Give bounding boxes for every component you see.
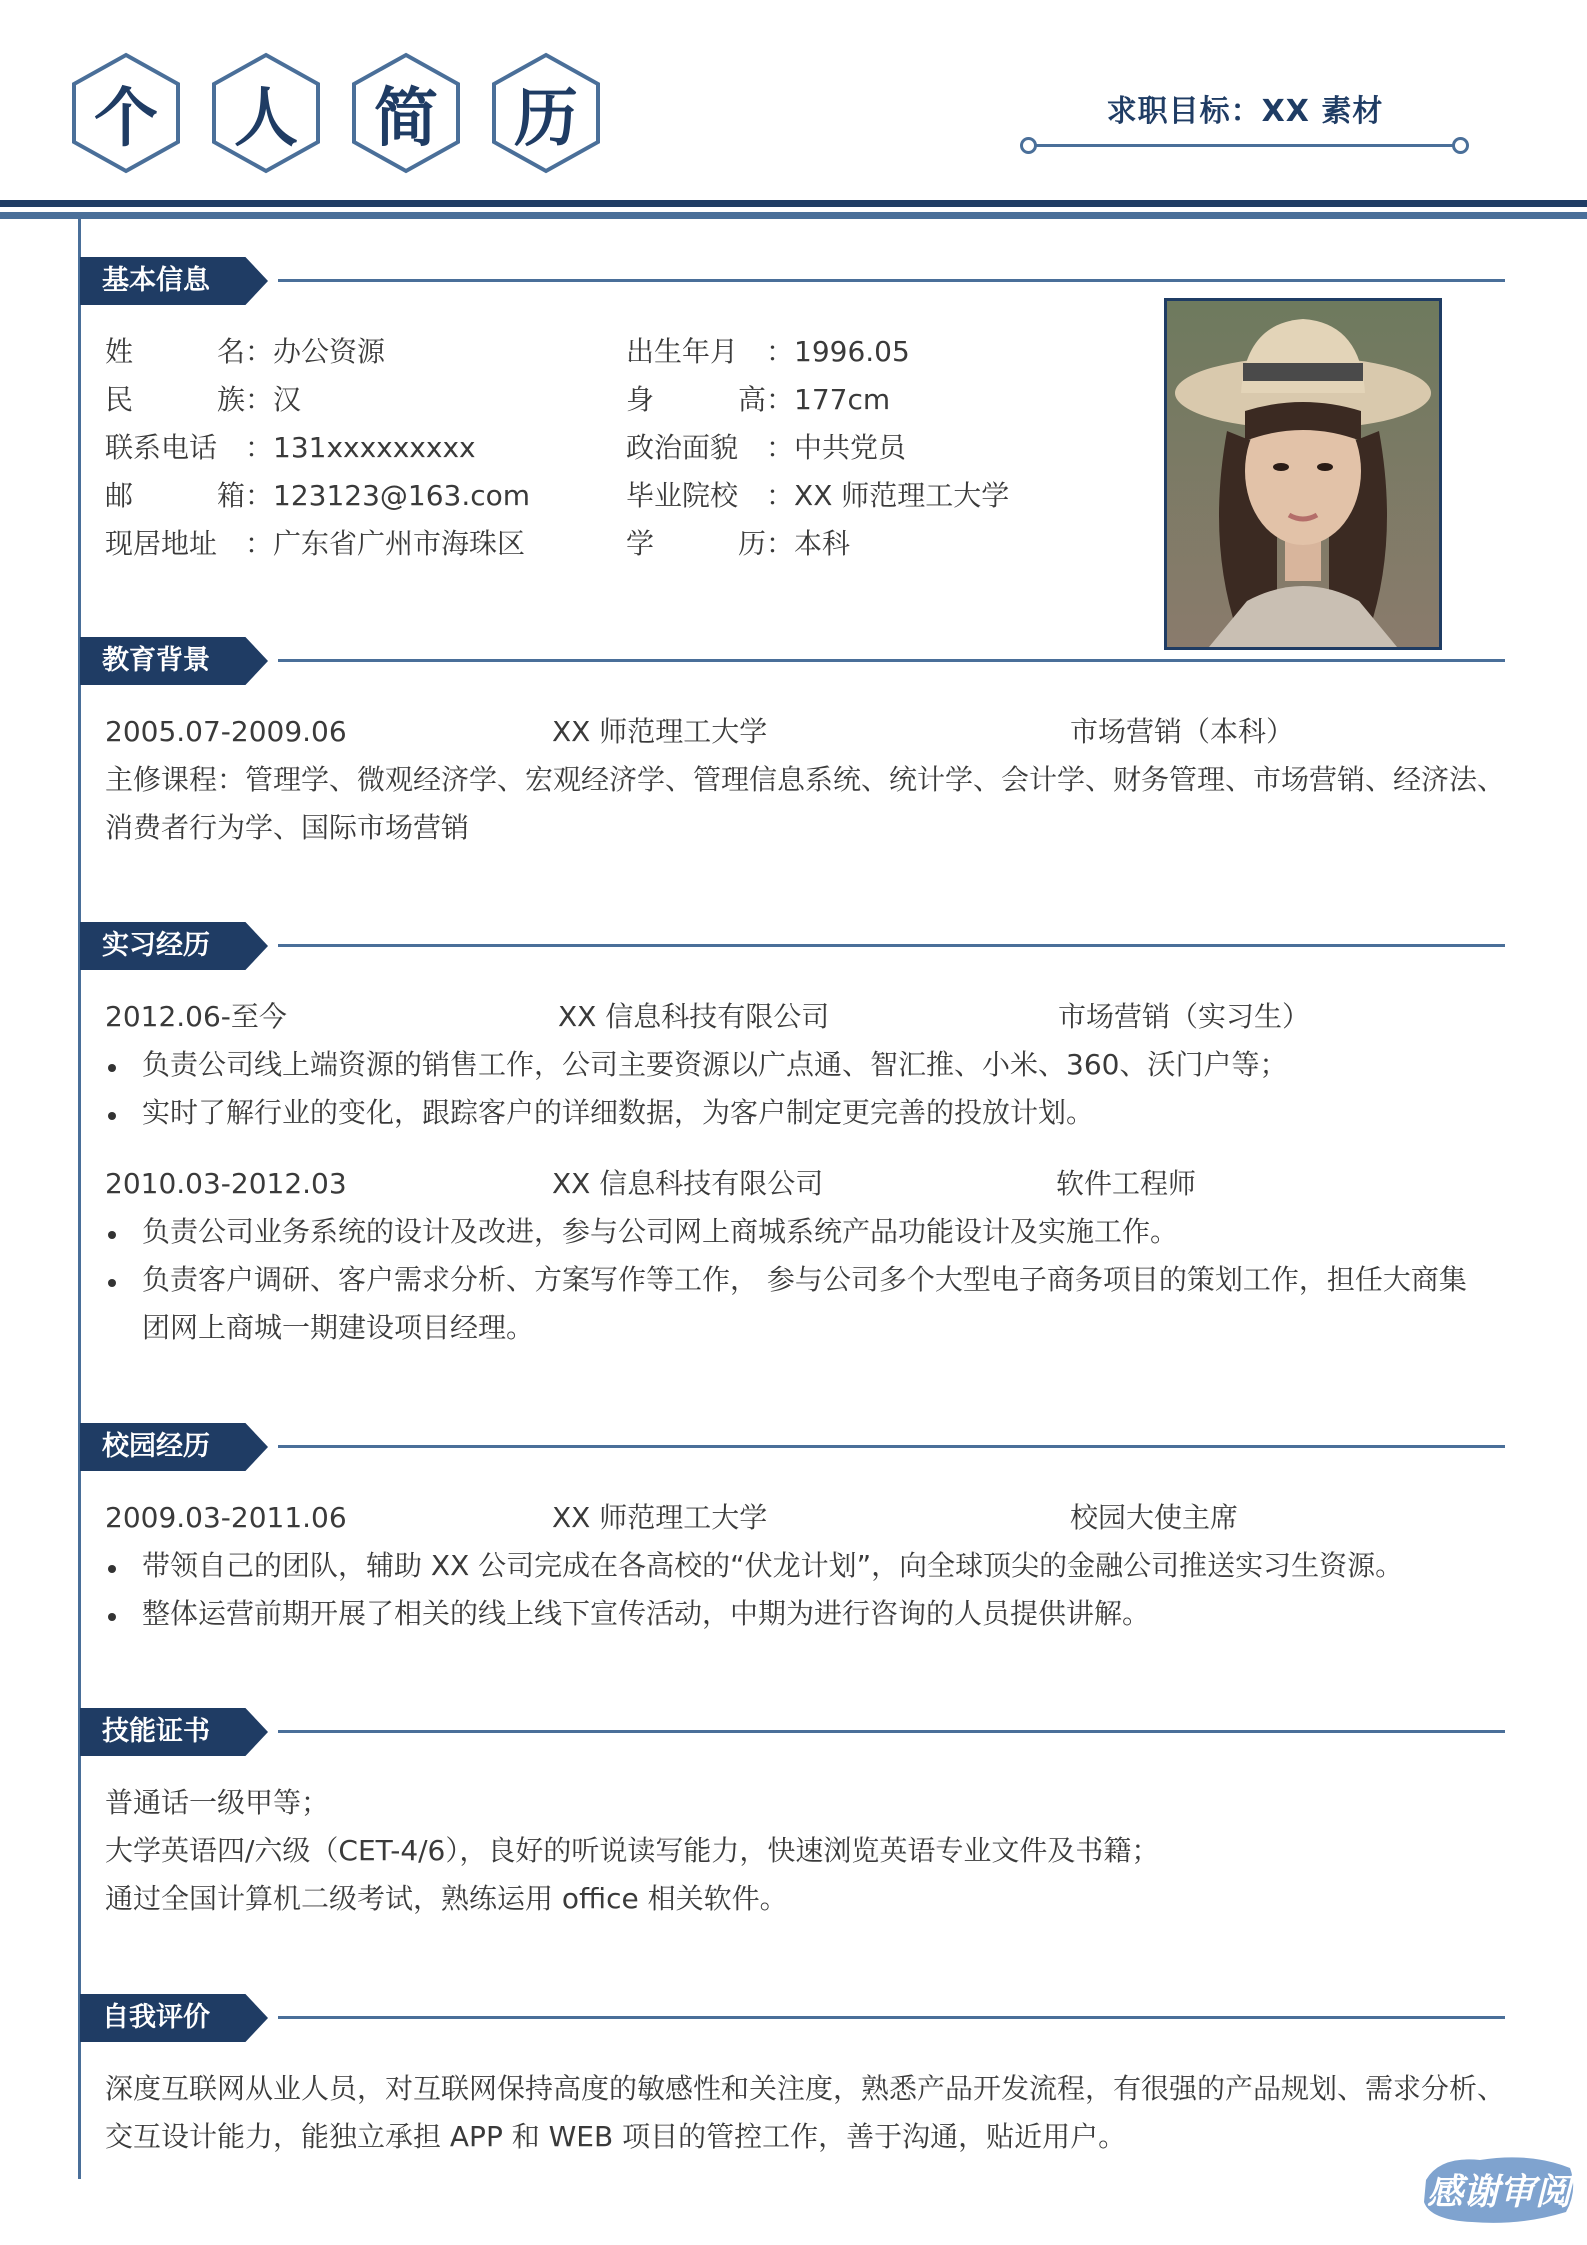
header-band: [0, 200, 1587, 207]
intern-company: XX 信息科技有限公司: [558, 1000, 830, 1033]
info-label: 联系电话: [105, 431, 218, 464]
info-label: 身 高: [626, 383, 766, 416]
title-hex-3: [350, 52, 462, 174]
edu-courses: 主修课程：管理学、微观经济学、宏观经济学、管理信息系统、统计学、会计学、财务管理、市场营销、经济法、: [105, 763, 1506, 796]
section-header-self-eval: [80, 1994, 1505, 2042]
intern-period: 2012.06-至今: [105, 1000, 287, 1033]
info-label: 现居地址: [105, 527, 218, 560]
objective-text: 求职目标：XX 素材: [1106, 94, 1384, 129]
info-value: 131xxxxxxxxx: [273, 431, 476, 464]
info-birth: 出生年月 ： 1996.05: [626, 328, 910, 376]
edu-courses-cont: 消费者行为学、国际市场营销: [105, 811, 470, 844]
title-hex-2: [210, 52, 322, 174]
info-value: XX 师范理工大学: [794, 479, 1010, 512]
info-label: 毕业院校: [626, 479, 739, 512]
info-phone: 联系电话 ： 131xxxxxxxxx: [105, 424, 476, 472]
bullet-dot: [108, 1613, 116, 1621]
left-margin-rule: [78, 219, 81, 2179]
section-header-internship: [80, 922, 1505, 970]
section-title: 技能证书: [102, 1716, 210, 1747]
section-header-campus: [80, 1423, 1505, 1471]
self-eval-text-cont: 交互设计能力，能独立承担 APP 和 WEB 项目的管控工作，善于沟通，贴近用户。: [105, 2120, 1127, 2153]
info-political: 政治面貌 ： 中共党员: [626, 424, 906, 472]
info-value: 123123@163.com: [273, 479, 531, 512]
info-label: 学 历: [626, 527, 766, 560]
info-label: 政治面貌: [626, 431, 739, 464]
info-value: 中共党员: [794, 431, 907, 464]
info-label: 姓 名: [105, 335, 245, 368]
header-band-accent: [0, 212, 1587, 219]
intern-role: 软件工程师: [1056, 1167, 1197, 1200]
info-ethnicity: 民 族 ： 汉: [105, 376, 301, 424]
section-header-education: [80, 637, 1505, 685]
intern-bullet: 负责公司业务系统的设计及改进，参与公司网上商城系统产品功能设计及实施工作。: [142, 1215, 1179, 1248]
info-name: 姓 名 ： 办公资源: [105, 328, 385, 376]
skill-item: 大学英语四/六级（CET-4/6），良好的听说读写能力，快速浏览英语专业文件及书籍；: [105, 1834, 1160, 1867]
bullet-dot: [108, 1064, 116, 1072]
title-char: 简: [374, 82, 438, 156]
objective-underline: [1026, 144, 1462, 147]
info-label: 民 族: [105, 383, 245, 416]
title-hex-4: [490, 52, 602, 174]
edu-period: 2005.07-2009.06: [105, 715, 347, 748]
intern-bullet: 负责公司线上端资源的销售工作，公司主要资源以广点通、智汇推、小米、360、沃门户等；: [142, 1048, 1288, 1081]
info-value: 汉: [273, 383, 302, 416]
intern-bullet: 实时了解行业的变化，跟踪客户的详细数据，为客户制定更完善的投放计划。: [142, 1096, 1095, 1129]
self-eval-text: 深度互联网从业人员，对互联网保持高度的敏感性和关注度，熟悉产品开发流程，有很强的产品规划、需求分析、: [105, 2072, 1506, 2105]
section-divider: [278, 1445, 1505, 1448]
section-title: 实习经历: [102, 930, 210, 961]
campus-bullet: 整体运营前期开展了相关的线上线下宣传活动，中期为进行咨询的人员提供讲解。: [142, 1597, 1151, 1630]
section-title: 教育背景: [102, 645, 210, 676]
intern-bullet-cont: 团网上商城一期建设项目经理。: [142, 1311, 535, 1344]
section-divider: [278, 2016, 1505, 2019]
info-value: 广东省广州市海珠区: [273, 527, 526, 560]
section-divider: [278, 659, 1505, 662]
section-divider: [278, 1730, 1505, 1733]
info-value: 办公资源: [273, 335, 386, 368]
section-title: 校园经历: [102, 1431, 210, 1462]
info-height: 身 高 ： 177cm: [626, 376, 890, 424]
bullet-dot: [108, 1231, 116, 1239]
resume-title: [70, 52, 602, 174]
section-divider: [278, 944, 1505, 947]
bullet-dot: [108, 1112, 116, 1120]
section-header-skills: [80, 1708, 1505, 1756]
section-divider: [278, 279, 1505, 282]
intern-company: XX 信息科技有限公司: [552, 1167, 824, 1200]
campus-role: 校园大使主席: [1070, 1501, 1239, 1534]
intern-bullet: 负责客户调研、客户需求分析、方案写作等工作， 参与公司多个大型电子商务项目的策划工作，担任大商集: [142, 1263, 1467, 1296]
section-title: 自我评价: [102, 2002, 210, 2033]
info-address: 现居地址 ： 广东省广州市海珠区: [105, 520, 525, 568]
portrait-photo: [1164, 298, 1442, 650]
info-degree: 学 历 ： 本科: [626, 520, 850, 568]
edu-school: XX 师范理工大学: [552, 715, 768, 748]
job-objective: [1020, 86, 1470, 130]
bullet-dot: [108, 1565, 116, 1573]
skill-item: 普通话一级甲等；: [105, 1786, 330, 1819]
info-label: 出生年月: [626, 335, 739, 368]
info-label: 邮 箱: [105, 479, 245, 512]
line-end-dot: [1020, 137, 1037, 154]
campus-bullet: 带领自己的团队，辅助 XX 公司完成在各高校的“伏龙计划”，向全球顶尖的金融公司推送实习生资源。: [142, 1549, 1404, 1582]
thanks-stamp: [1420, 2150, 1578, 2228]
campus-school: XX 师范理工大学: [552, 1501, 768, 1534]
intern-role: 市场营销（实习生）: [1058, 1000, 1311, 1033]
intern-period: 2010.03-2012.03: [105, 1167, 347, 1200]
info-value: 本科: [794, 527, 851, 560]
stamp-text: 感谢审阅: [1426, 2170, 1571, 2213]
edu-major: 市场营销（本科）: [1070, 715, 1295, 748]
title-char: 历: [514, 82, 578, 156]
info-value: 177cm: [794, 383, 891, 416]
title-hex-1: [70, 52, 182, 174]
title-char: 人: [234, 82, 298, 156]
section-title: 基本信息: [102, 265, 210, 296]
line-end-dot: [1452, 137, 1469, 154]
info-school: 毕业院校 ： XX 师范理工大学: [626, 472, 1009, 520]
skill-item: 通过全国计算机二级考试，熟练运用 office 相关软件。: [105, 1882, 788, 1915]
bullet-dot: [108, 1279, 116, 1287]
info-value: 1996.05: [794, 335, 910, 368]
title-char: 个: [94, 82, 158, 156]
campus-period: 2009.03-2011.06: [105, 1501, 347, 1534]
info-email: 邮 箱 ： 123123@163.com: [105, 472, 530, 520]
